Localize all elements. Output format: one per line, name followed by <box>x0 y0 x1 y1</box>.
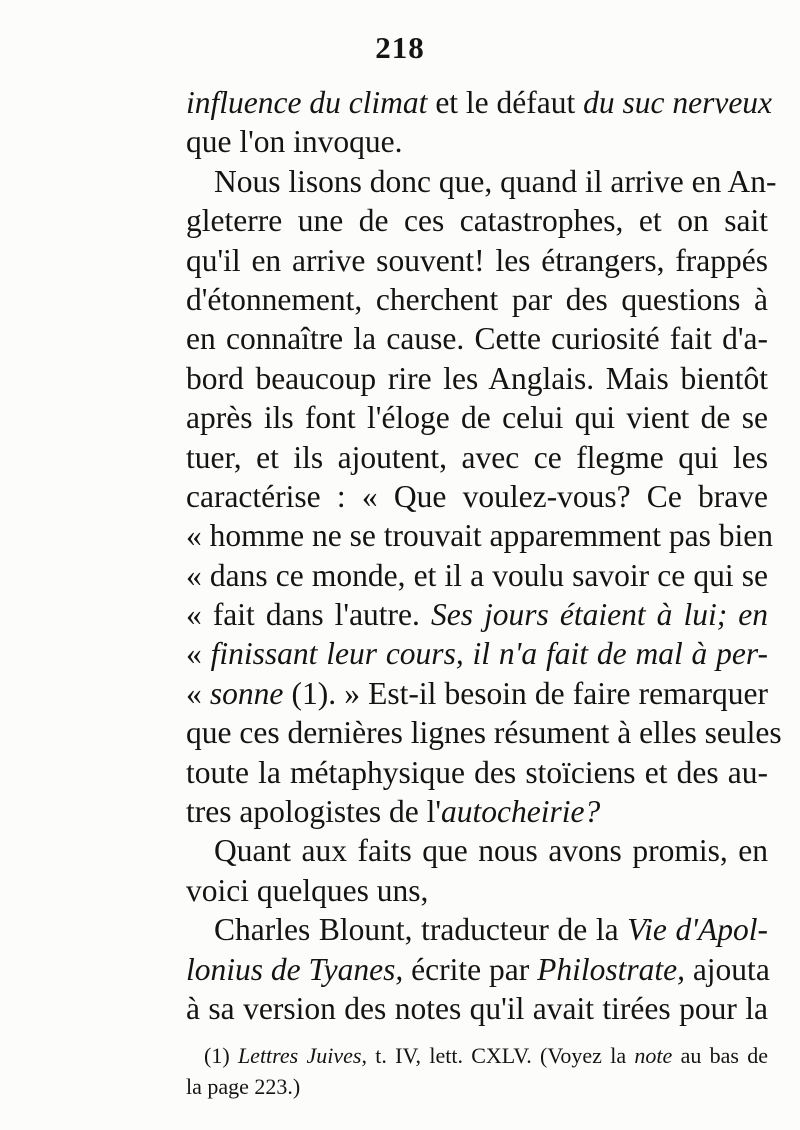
italic-text: lonius de Tyanes, <box>186 951 404 987</box>
body-line <box>186 516 773 555</box>
body-line <box>186 792 768 831</box>
text-segment: caractérise : « Que voulez-vous? Ce brave <box>186 478 768 514</box>
text-segment: « dans ce monde, et il a voulu savoir ce qui se <box>186 557 768 593</box>
italic-text: note <box>634 1043 673 1068</box>
text-segment: « homme ne se trouvait apparemment pas bien <box>186 518 773 554</box>
body-line <box>186 950 768 989</box>
italic-text: influence du climat <box>186 85 428 120</box>
body-line <box>186 438 768 477</box>
footnote-block <box>186 1040 768 1102</box>
body-line <box>186 674 768 713</box>
text-segment: (1) <box>204 1043 238 1068</box>
body-line <box>186 319 768 358</box>
text-segment: ajouta <box>684 951 770 987</box>
body-line <box>186 753 768 792</box>
text-segment: au bas de <box>672 1043 769 1068</box>
text-segment: et le défaut <box>427 85 584 120</box>
italic-text: Ses jours étaient à lui; en <box>430 597 768 633</box>
text-segment: après ils font l'éloge de celui qui vient de se <box>186 400 768 436</box>
body-line <box>186 122 768 161</box>
body-line <box>186 241 768 280</box>
text-segment: Charles Blount, traducteur de la <box>214 912 628 948</box>
body-line <box>186 280 768 319</box>
page-number: 218 <box>375 30 425 65</box>
text-segment: gleterre une de ces catastrophes, et on sait <box>186 203 768 239</box>
text-segment: que l'on invoque. <box>186 124 403 160</box>
text-segment: « <box>186 636 211 672</box>
footnote-line <box>186 1040 768 1071</box>
body-line <box>186 989 768 1028</box>
text-segment: voici quelques uns, <box>186 872 429 908</box>
text-segment: « fait dans l'autre. <box>186 597 431 633</box>
body-line <box>186 83 773 122</box>
italic-text: sonne <box>209 675 284 711</box>
text-segment: que ces dernières lignes résument à elles seules <box>186 715 782 751</box>
italic-text: du suc nerveux <box>583 85 773 120</box>
body-line <box>186 634 768 673</box>
text-segment: écrite par <box>403 951 538 987</box>
text-segment: à sa version des notes qu'il avait tirées pour la <box>186 990 768 1026</box>
text-segment: « <box>186 675 210 711</box>
body-line <box>186 556 768 595</box>
text-segment: bord beaucoup rire les Anglais. Mais bientôt <box>186 360 768 396</box>
body-line <box>186 595 768 634</box>
body-line <box>186 201 768 240</box>
text-segment: la page 223.) <box>186 1074 301 1099</box>
italic-text: Vie d'Apol- <box>627 912 768 948</box>
text-segment: en connaître la cause. Cette curiosité fait d'a- <box>186 321 768 357</box>
body-line <box>186 359 768 398</box>
body-line <box>186 910 768 949</box>
text-segment: d'étonnement, cherchent par des questions à <box>186 281 768 317</box>
text-segment: tres apologistes de l' <box>186 794 441 830</box>
text-segment: qu'il en arrive souvent! les étrangers, frappés <box>186 242 768 278</box>
text-segment: toute la métaphysique des stoïciens et des au- <box>186 754 768 790</box>
text-segment: tuer, et ils ajoutent, avec ce flegme qui les <box>186 439 768 475</box>
body-line <box>186 162 777 201</box>
body-text <box>186 83 782 1028</box>
italic-text: Philostrate, <box>537 951 685 987</box>
text-segment: Quant aux faits que nous avons promis, en <box>214 833 768 869</box>
body-line <box>186 713 782 752</box>
body-line <box>186 477 768 516</box>
body-line <box>186 871 768 910</box>
italic-text: autocheirie? <box>441 794 601 830</box>
text-segment: , t. IV, lett. CXLV. (Voyez la <box>361 1043 635 1068</box>
footnote-line <box>186 1071 768 1102</box>
text-segment: (1). » Est-il besoin de faire remarquer <box>283 675 769 711</box>
italic-text: Lettres Juives <box>237 1043 362 1068</box>
italic-text: finissant leur cours, il n'a fait de mal à per- <box>210 636 769 672</box>
body-line <box>186 831 768 870</box>
body-line <box>186 398 768 437</box>
text-segment: Nous lisons donc que, quand il arrive en An- <box>214 163 777 199</box>
